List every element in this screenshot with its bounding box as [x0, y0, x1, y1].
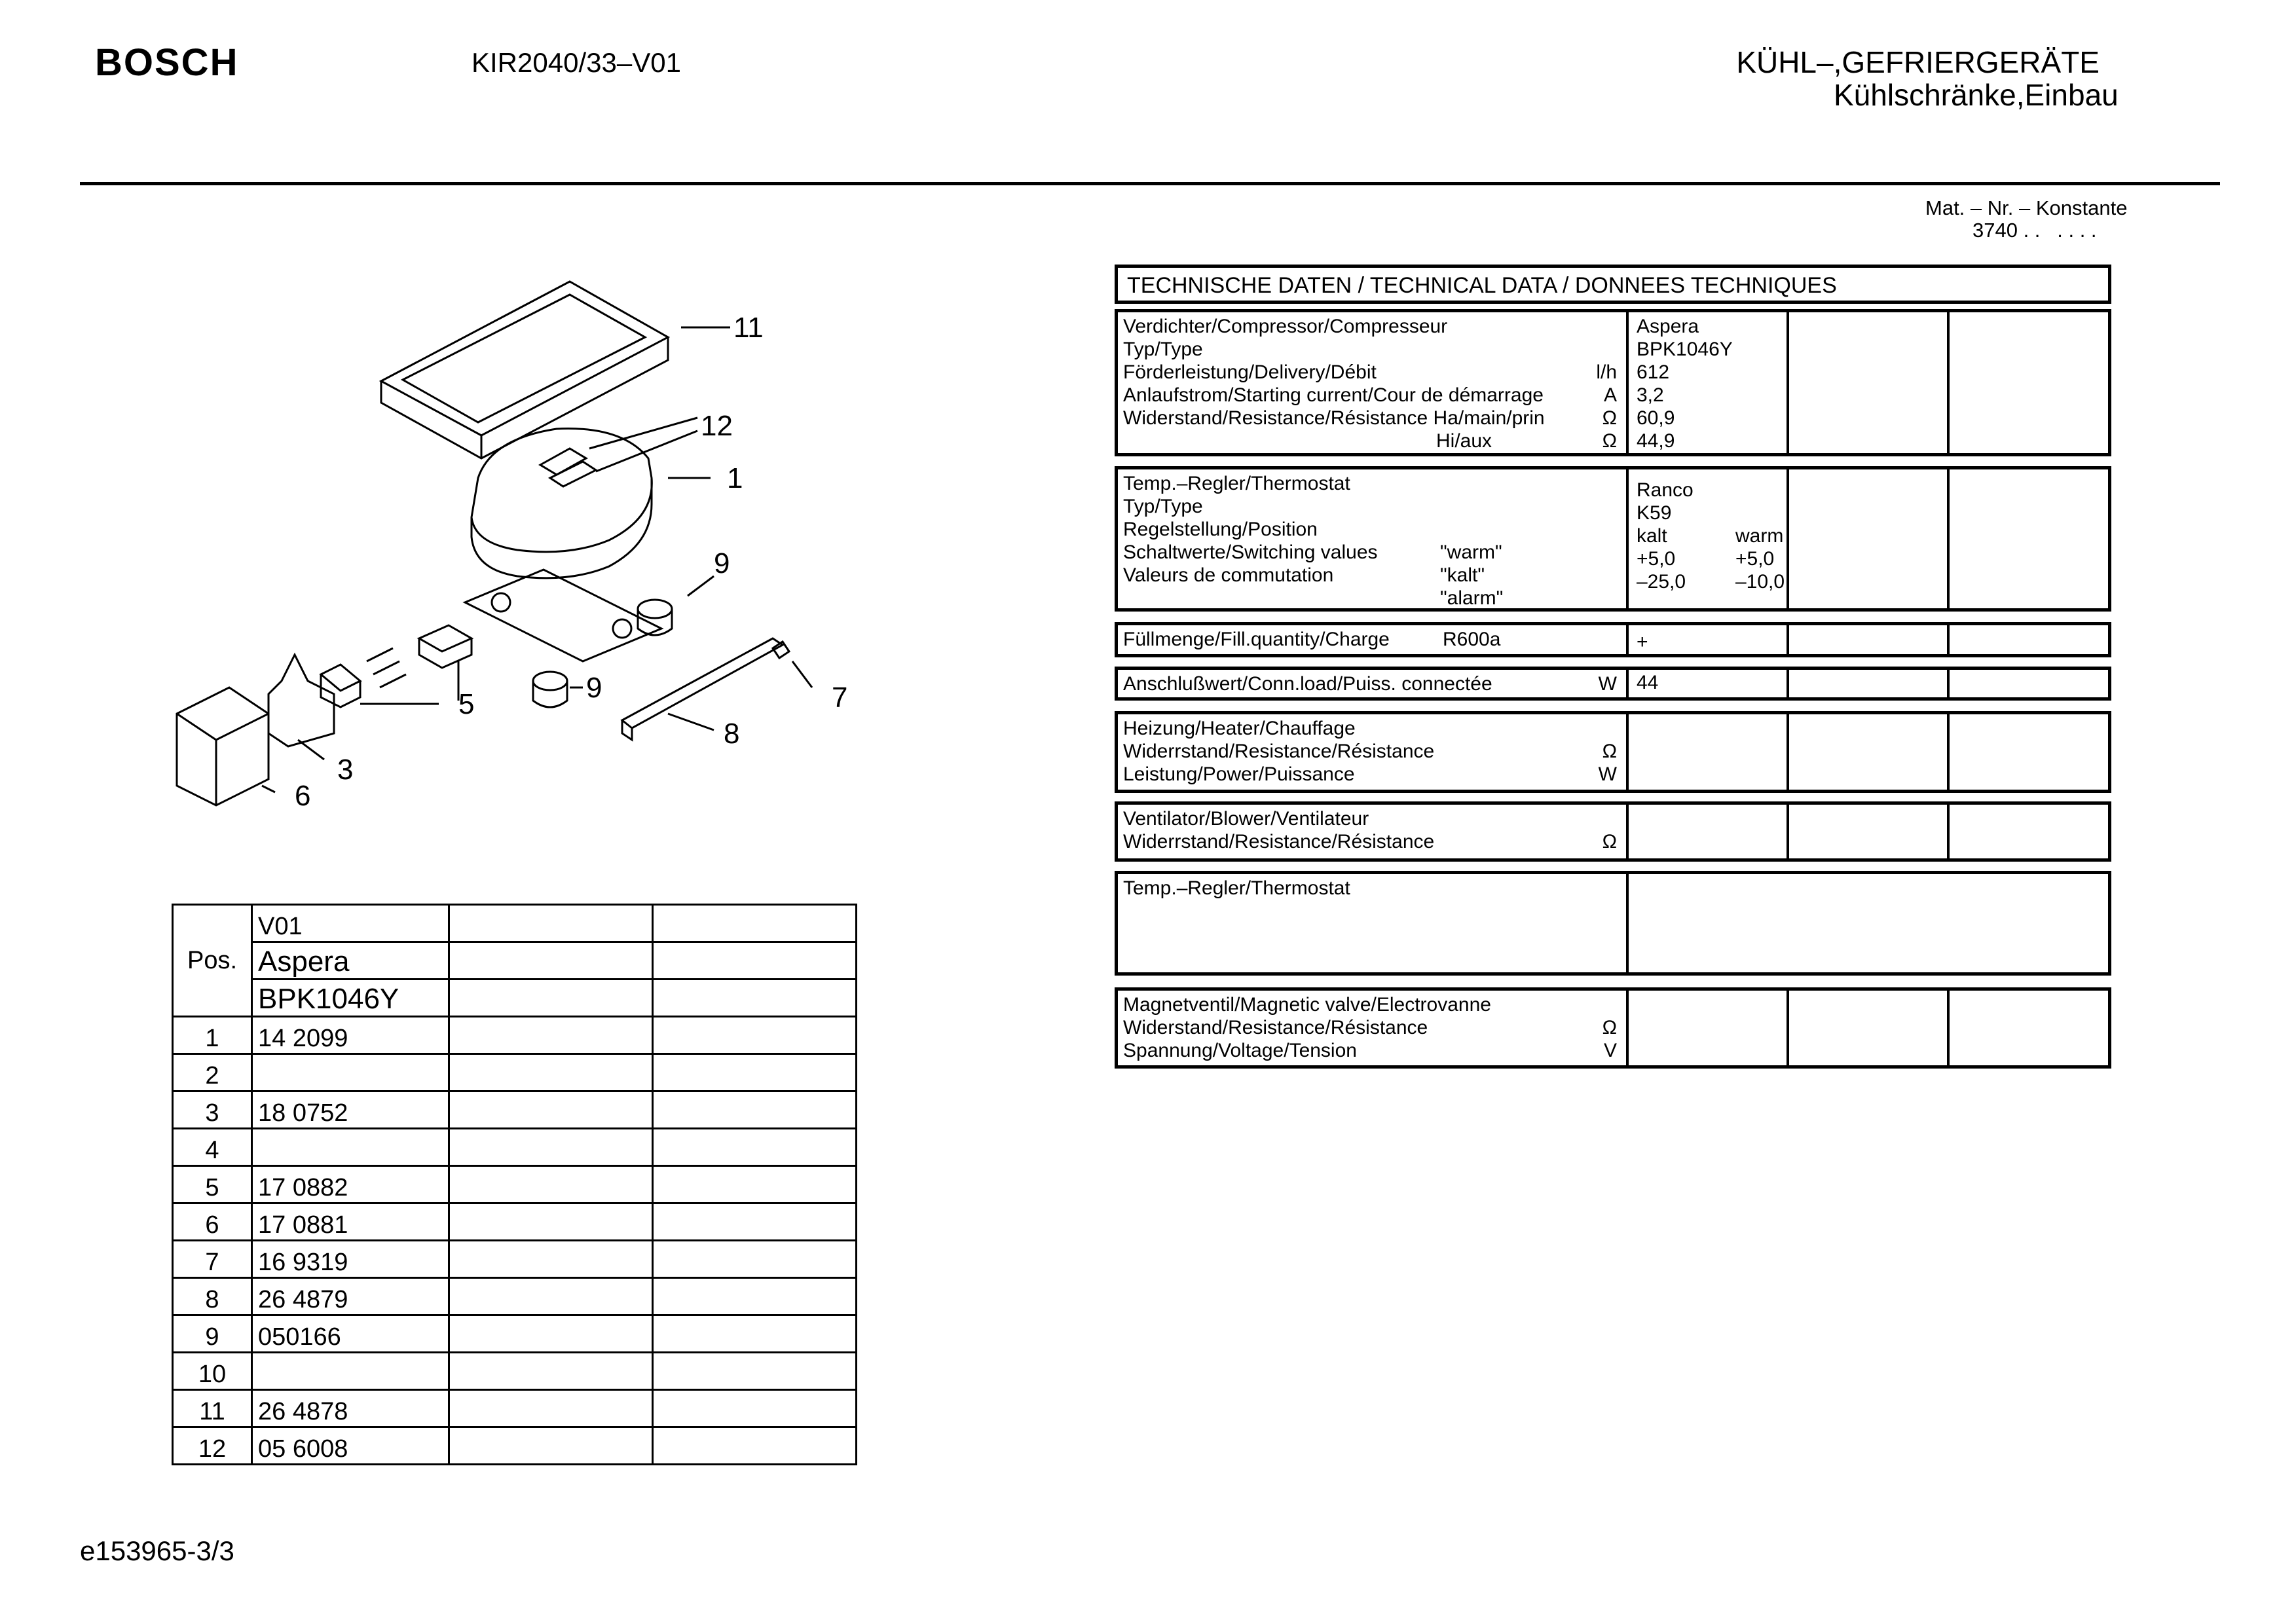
pos-cell: 9: [173, 1315, 252, 1353]
callout-8: 8: [724, 718, 740, 750]
version-header: V01: [252, 905, 449, 942]
fan-labels-line: Widerrstand/Resistance/Résistance: [1123, 831, 1435, 852]
fan-section: [1115, 801, 2111, 862]
comp-values-line: 44,9: [1637, 430, 1675, 452]
callout-3: 3: [337, 754, 354, 786]
callout-12: 12: [701, 410, 733, 442]
thermo2-labels-line: Temp.–Regler/Thermostat: [1123, 877, 1350, 899]
thermo-switch-line: "kalt": [1440, 564, 1485, 586]
table-row: [173, 1241, 857, 1278]
grommet-part: [638, 600, 672, 618]
valve-units-line: [1576, 993, 1617, 1016]
callout-11: 11: [733, 312, 764, 344]
part-number-cell: 05 6008: [252, 1427, 449, 1465]
callout-1: 1: [727, 462, 743, 494]
comp-values-line: 60,9: [1637, 407, 1675, 429]
comp-units-line: Ω: [1602, 407, 1617, 429]
part-number-cell: 14 2099: [252, 1017, 449, 1054]
part-number-cell: 16 9319: [252, 1241, 449, 1278]
callout-9b: 9: [586, 672, 602, 704]
part-number-cell: [252, 1353, 449, 1390]
thermo-labels-line: Temp.–Regler/Thermostat: [1123, 473, 1350, 494]
thermo-labels-line: Typ/Type: [1123, 496, 1203, 517]
pos-header: Pos.: [173, 905, 252, 1017]
maker-header: Aspera: [252, 942, 449, 980]
valve-labels-line: Widerstand/Resistance/Résistance: [1123, 1017, 1428, 1038]
thermo-warm-line: –10,0: [1735, 571, 1785, 593]
table-row: [173, 1315, 857, 1353]
heater-labels-line: Heizung/Heater/Chauffage: [1123, 718, 1356, 739]
comp-units-line: l/h: [1596, 361, 1617, 383]
brand-logo: BOSCH: [95, 41, 239, 84]
comp-values-line: 3,2: [1637, 384, 1664, 406]
table-row: [173, 1166, 857, 1203]
table-row: [173, 1054, 857, 1091]
relay-part: [419, 625, 472, 651]
heater-section: [1115, 711, 2111, 793]
fill-value: +: [1637, 631, 1648, 653]
pos-cell: 2: [173, 1054, 252, 1091]
pos-cell: 10: [173, 1353, 252, 1390]
valve-units-line: V: [1603, 1040, 1617, 1061]
tech-data-title: TECHNISCHE DATEN / TECHNICAL DATA / DONNEES TECHNIQUES: [1115, 265, 2111, 304]
thermostat-section: [1115, 466, 2111, 612]
thermo-switch-line: "warm": [1440, 541, 1502, 563]
fill-label: Füllmenge/Fill.quantity/Charge: [1123, 629, 1390, 650]
thermo-kalt-line: –25,0: [1637, 571, 1686, 593]
thermo-kalt-col: kalt: [1637, 525, 1667, 547]
heater-units-line: Ω: [1602, 741, 1617, 762]
fill-refrigerant: R600a: [1443, 629, 1501, 650]
thermo-values-line: Ranco: [1637, 479, 1694, 501]
model-number: KIR2040/33–V01: [472, 47, 681, 78]
table-row: [173, 1091, 857, 1129]
cover-part: [177, 687, 268, 805]
pos-cell: 7: [173, 1241, 252, 1278]
conn-unit: W: [1598, 673, 1617, 695]
comp-labels-line: Hi/aux: [1436, 430, 1492, 452]
heater-labels-line: Widerrstand/Resistance/Résistance: [1123, 741, 1435, 762]
callout-5: 5: [458, 688, 475, 720]
table-row: [173, 1278, 857, 1315]
valve-labels-line: Spannung/Voltage/Tension: [1123, 1040, 1357, 1061]
comp-values-line: BPK1046Y: [1637, 339, 1733, 360]
thermo-warm-line: +5,0: [1735, 548, 1775, 570]
heater-units-line: [1576, 717, 1617, 740]
part-number-cell: 26 4879: [252, 1278, 449, 1315]
bracket-part: [622, 638, 783, 728]
valve-labels-line: Magnetventil/Magnetic valve/Electrovanne: [1123, 994, 1491, 1016]
category-line2: Kühlschränke,Einbau: [1834, 78, 2119, 112]
heater-units-line: W: [1598, 763, 1617, 785]
comp-units-line: A: [1603, 384, 1617, 406]
fan-units-line: [1576, 807, 1617, 830]
pos-cell: 8: [173, 1278, 252, 1315]
fan-labels-line: Ventilator/Blower/Ventilateur: [1123, 808, 1369, 830]
pos-cell: 1: [173, 1017, 252, 1054]
table-row: [173, 1203, 857, 1241]
parts-table: [172, 904, 857, 1465]
part-number-cell: [252, 1129, 449, 1166]
thermo-labels-line: Schaltwerte/Switching values: [1123, 541, 1378, 563]
comp-units-line: Ω: [1602, 430, 1617, 452]
valve-units-line: Ω: [1602, 1017, 1617, 1038]
comp-values-line: Aspera: [1637, 316, 1699, 337]
pos-cell: 11: [173, 1390, 252, 1427]
category-line1: KÜHL–,GEFRIERGERÄTE: [1736, 45, 2100, 79]
callout-7: 7: [832, 682, 848, 714]
part-number-cell: 17 0882: [252, 1166, 449, 1203]
starter-part: [268, 655, 334, 746]
thermo-kalt-line: +5,0: [1637, 548, 1676, 570]
drip-tray-part: [381, 282, 668, 435]
part-number-cell: 050166: [252, 1315, 449, 1353]
comp-values-line: 612: [1637, 361, 1670, 383]
mat-nr-value: 3740 . . . . . .: [1972, 219, 2097, 242]
conn-value: 44: [1637, 672, 1659, 693]
comp-labels-line: Widerstand/Resistance/Résistance Ha/main/prin: [1123, 407, 1545, 429]
thermo-warm-col: warm: [1735, 525, 1784, 547]
compressor-part: [472, 429, 652, 552]
table-row: [173, 1129, 857, 1166]
table-row: [173, 1427, 857, 1465]
comp-labels-line: Anlaufstrom/Starting current/Cour de démarrage: [1123, 384, 1544, 406]
comp-labels-line: Typ/Type: [1123, 339, 1203, 360]
pos-cell: 12: [173, 1427, 252, 1465]
pos-cell: 5: [173, 1166, 252, 1203]
valve-section: [1115, 987, 2111, 1069]
thermostat2-section: [1115, 871, 2111, 976]
thermo-labels-line: Valeurs de commutation: [1123, 564, 1334, 586]
pos-cell: 3: [173, 1091, 252, 1129]
fan-units-line: Ω: [1602, 831, 1617, 852]
part-number-cell: 26 4878: [252, 1390, 449, 1427]
part-number-cell: 17 0881: [252, 1203, 449, 1241]
fill-section: [1115, 622, 2111, 657]
conn-load-section: [1115, 667, 2111, 701]
thermo-labels-line: Regelstellung/Position: [1123, 519, 1318, 540]
thermo-switch-line: "alarm": [1440, 587, 1504, 609]
pos-cell: 4: [173, 1129, 252, 1166]
conn-label: Anschlußwert/Conn.load/Puiss. connectée: [1123, 673, 1492, 695]
type-header: BPK1046Y: [252, 980, 449, 1017]
callout-6: 6: [295, 780, 311, 812]
heater-labels-line: Leistung/Power/Puissance: [1123, 763, 1355, 785]
table-row: [173, 1353, 857, 1390]
part-number-cell: 18 0752: [252, 1091, 449, 1129]
header-divider: [80, 182, 2220, 185]
mat-nr-label: Mat. – Nr. – Konstante: [1925, 196, 2128, 219]
comp-labels-line: Verdichter/Compressor/Compresseur: [1123, 316, 1448, 337]
comp-units-line: [1576, 338, 1617, 361]
comp-labels-line: Förderleistung/Delivery/Débit: [1123, 361, 1377, 383]
callout-9a: 9: [714, 547, 730, 579]
table-row: [173, 1390, 857, 1427]
exploded-parts-drawing: [151, 262, 904, 825]
comp-units-line: [1576, 315, 1617, 338]
footer-code: e153965-3/3: [80, 1535, 234, 1566]
compressor-section: [1115, 309, 2111, 456]
part-number-cell: [252, 1054, 449, 1091]
thermo-values-line: K59: [1637, 502, 1672, 524]
table-row: [173, 1017, 857, 1054]
pos-cell: 6: [173, 1203, 252, 1241]
